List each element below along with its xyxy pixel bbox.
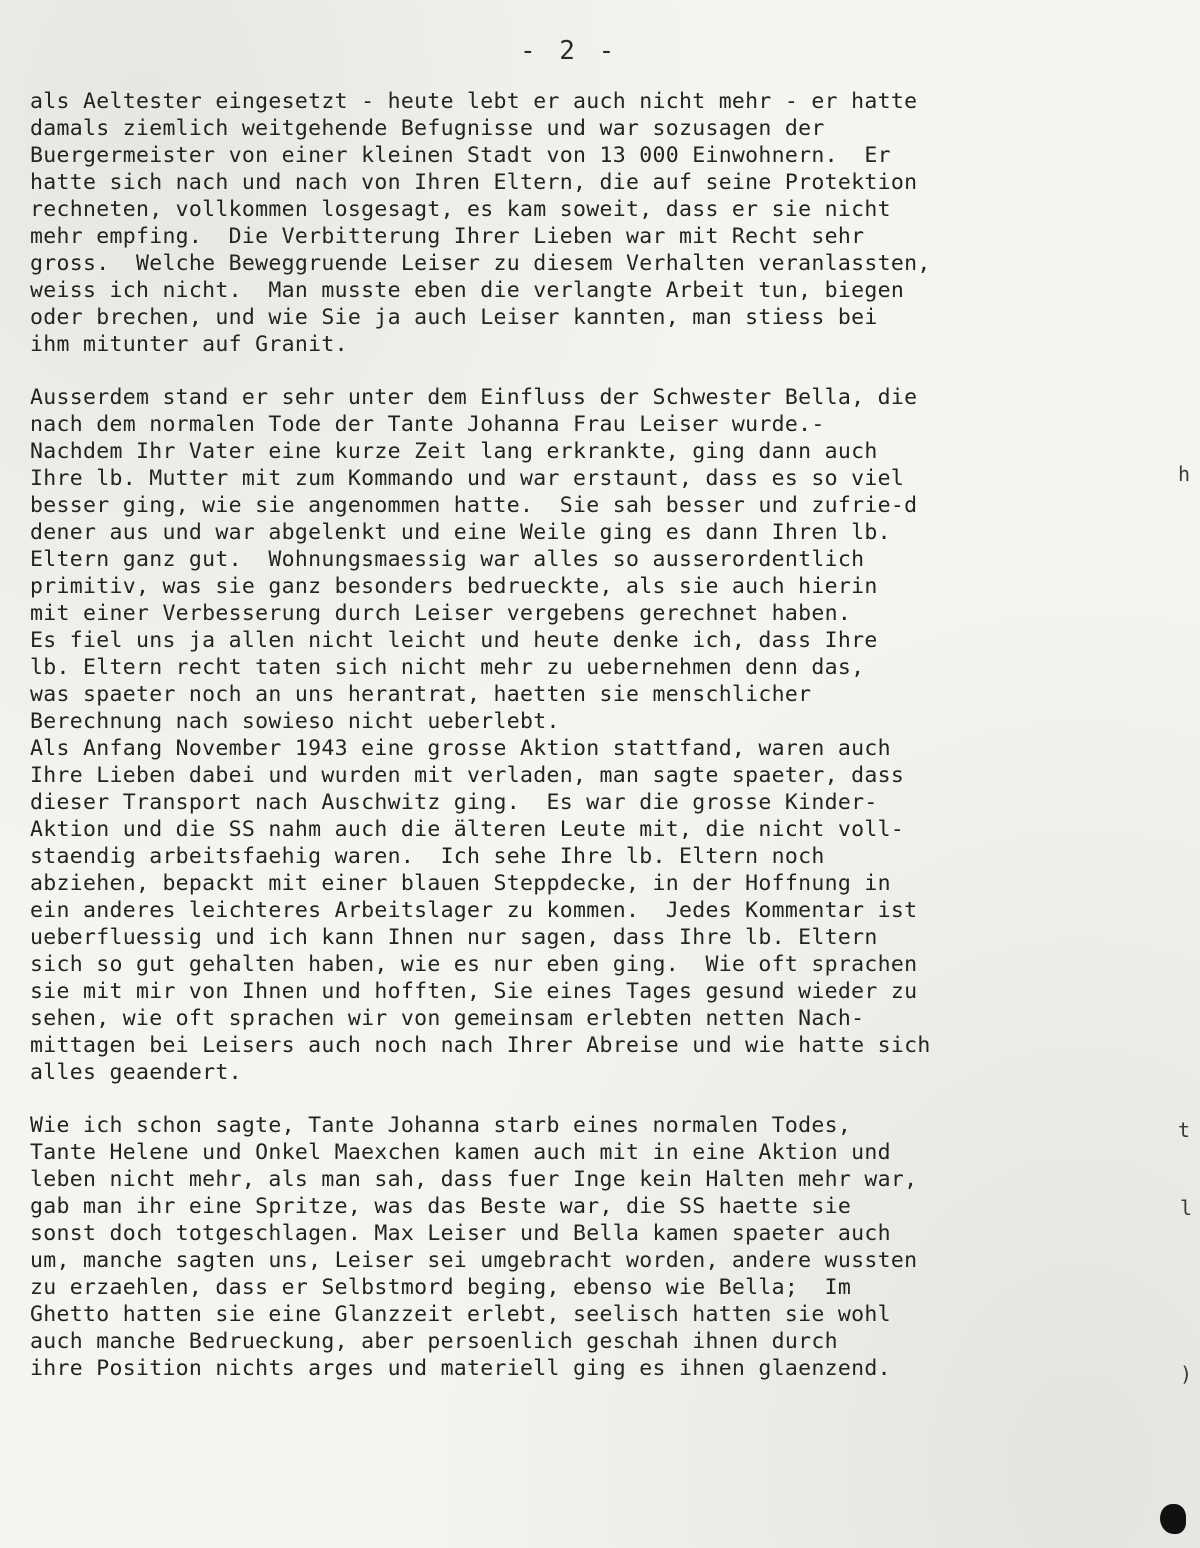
text-line: rechneten, vollkommen losgesagt, es kam soweit, dass er sie nicht: [30, 197, 891, 222]
text-line: dieser Transport nach Auschwitz ging. Es war die grosse Kinder-: [30, 790, 878, 815]
text-line: nach dem normalen Tode der Tante Johanna Frau Leiser wurde.-: [30, 412, 825, 437]
text-line: mehr empfing. Die Verbitterung Ihrer Lieben war mit Recht sehr: [30, 224, 865, 249]
text-line: Ihre Lieben dabei und wurden mit verladen, man sagte spaeter, dass: [30, 763, 905, 788]
text-line: oder brechen, und wie Sie ja auch Leiser kannten, man stiess bei: [30, 305, 878, 330]
text-line: ueberfluessig und ich kann Ihnen nur sagen, dass Ihre lb. Eltern: [30, 925, 878, 950]
paragraph-3: [30, 1112, 1180, 1382]
paragraph-1: [30, 88, 1180, 358]
text-line: besser ging, wie sie angenommen hatte. Sie sah besser und zufrie-d: [30, 493, 918, 518]
text-line: sehen, wie oft sprachen wir von gemeinsam erlebten netten Nach-: [30, 1006, 865, 1031]
text-line: auch manche Bedrueckung, aber persoenlich geschah ihnen durch: [30, 1329, 838, 1354]
text-line: Buergermeister von einer kleinen Stadt von 13 000 Einwohnern. Er: [30, 143, 891, 168]
text-line: Tante Helene und Onkel Maexchen kamen auch mit in eine Aktion und: [30, 1140, 891, 1165]
text-line: Als Anfang November 1943 eine grosse Aktion stattfand, waren auch: [30, 736, 891, 761]
text-line: Es fiel uns ja allen nicht leicht und heute denke ich, dass Ihre: [30, 628, 878, 653]
text-line: gross. Welche Beweggruende Leiser zu diesem Verhalten veranlassten,: [30, 251, 931, 276]
margin-mark: ): [1180, 1362, 1193, 1386]
text-line: Wie ich schon sagte, Tante Johanna starb eines normalen Todes,: [30, 1113, 852, 1138]
text-line: Aktion und die SS nahm auch die älteren Leute mit, die nicht voll-: [30, 817, 905, 842]
paragraph-2: [30, 384, 1180, 1086]
text-line: lb. Eltern recht taten sich nicht mehr zu uebernehmen denn das,: [30, 655, 865, 680]
text-line: ein anderes leichteres Arbeitslager zu kommen. Jedes Kommentar ist: [30, 898, 918, 923]
text-line: mit einer Verbesserung durch Leiser vergebens gerechnet haben.: [30, 601, 852, 626]
text-line: Ihre lb. Mutter mit zum Kommando und war erstaunt, dass es so viel: [30, 466, 905, 491]
text-line: abziehen, bepackt mit einer blauen Steppdecke, in der Hoffnung in: [30, 871, 891, 896]
paragraph-gap: [30, 358, 1180, 384]
text-line: um, manche sagten uns, Leiser sei umgebracht worden, andere wussten: [30, 1248, 918, 1273]
text-line: weiss ich nicht. Man musste eben die verlangte Arbeit tun, biegen: [30, 278, 905, 303]
margin-mark: l: [1180, 1196, 1193, 1220]
paragraph-gap: [30, 1086, 1180, 1112]
text-line: ihre Position nichts arges und materiell ging es ihnen glaenzend.: [30, 1356, 891, 1381]
text-line: gab man ihr eine Spritze, was das Beste war, die SS haette sie: [30, 1194, 852, 1219]
text-line: Ausserdem stand er sehr unter dem Einfluss der Schwester Bella, die: [30, 385, 918, 410]
text-line: staendig arbeitsfaehig waren. Ich sehe Ihre lb. Eltern noch: [30, 844, 825, 869]
text-line: zu erzaehlen, dass er Selbstmord beging, ebenso wie Bella; Im: [30, 1275, 852, 1300]
text-line: Ghetto hatten sie eine Glanzzeit erlebt, seelisch hatten sie wohl: [30, 1302, 891, 1327]
margin-mark: t: [1178, 1118, 1191, 1142]
text-line: hatte sich nach und nach von Ihren Eltern, die auf seine Protektion: [30, 170, 918, 195]
ink-stain: [1160, 1504, 1186, 1534]
text-line: alles geaendert.: [30, 1060, 242, 1085]
text-line: damals ziemlich weitgehende Befugnisse und war sozusagen der: [30, 116, 825, 141]
text-line: primitiv, was sie ganz besonders bedrueckte, als sie auch hierin: [30, 574, 878, 599]
text-line: was spaeter noch an uns herantrat, haetten sie menschlicher: [30, 682, 812, 707]
text-line: Berechnung nach sowieso nicht ueberlebt.: [30, 709, 560, 734]
text-line: dener aus und war abgelenkt und eine Weile ging es dann Ihren lb.: [30, 520, 891, 545]
page-number: - 2 -: [520, 36, 619, 66]
text-line: mittagen bei Leisers auch noch nach Ihrer Abreise und wie hatte sich: [30, 1033, 931, 1058]
text-line: ihm mitunter auf Granit.: [30, 332, 348, 357]
text-line: sonst doch totgeschlagen. Max Leiser und Bella kamen spaeter auch: [30, 1221, 891, 1246]
text-line: als Aeltester eingesetzt - heute lebt er auch nicht mehr - er hatte: [30, 89, 918, 114]
text-line: Nachdem Ihr Vater eine kurze Zeit lang erkrankte, ging dann auch: [30, 439, 878, 464]
letter-body: [30, 88, 1180, 1382]
text-line: sie mit mir von Ihnen und hofften, Sie eines Tages gesund wieder zu: [30, 979, 918, 1004]
margin-mark: h: [1178, 462, 1191, 486]
text-line: leben nicht mehr, als man sah, dass fuer Inge kein Halten mehr war,: [30, 1167, 918, 1192]
text-line: sich so gut gehalten haben, wie es nur eben ging. Wie oft sprachen: [30, 952, 918, 977]
text-line: Eltern ganz gut. Wohnungsmaessig war alles so ausserordentlich: [30, 547, 865, 572]
